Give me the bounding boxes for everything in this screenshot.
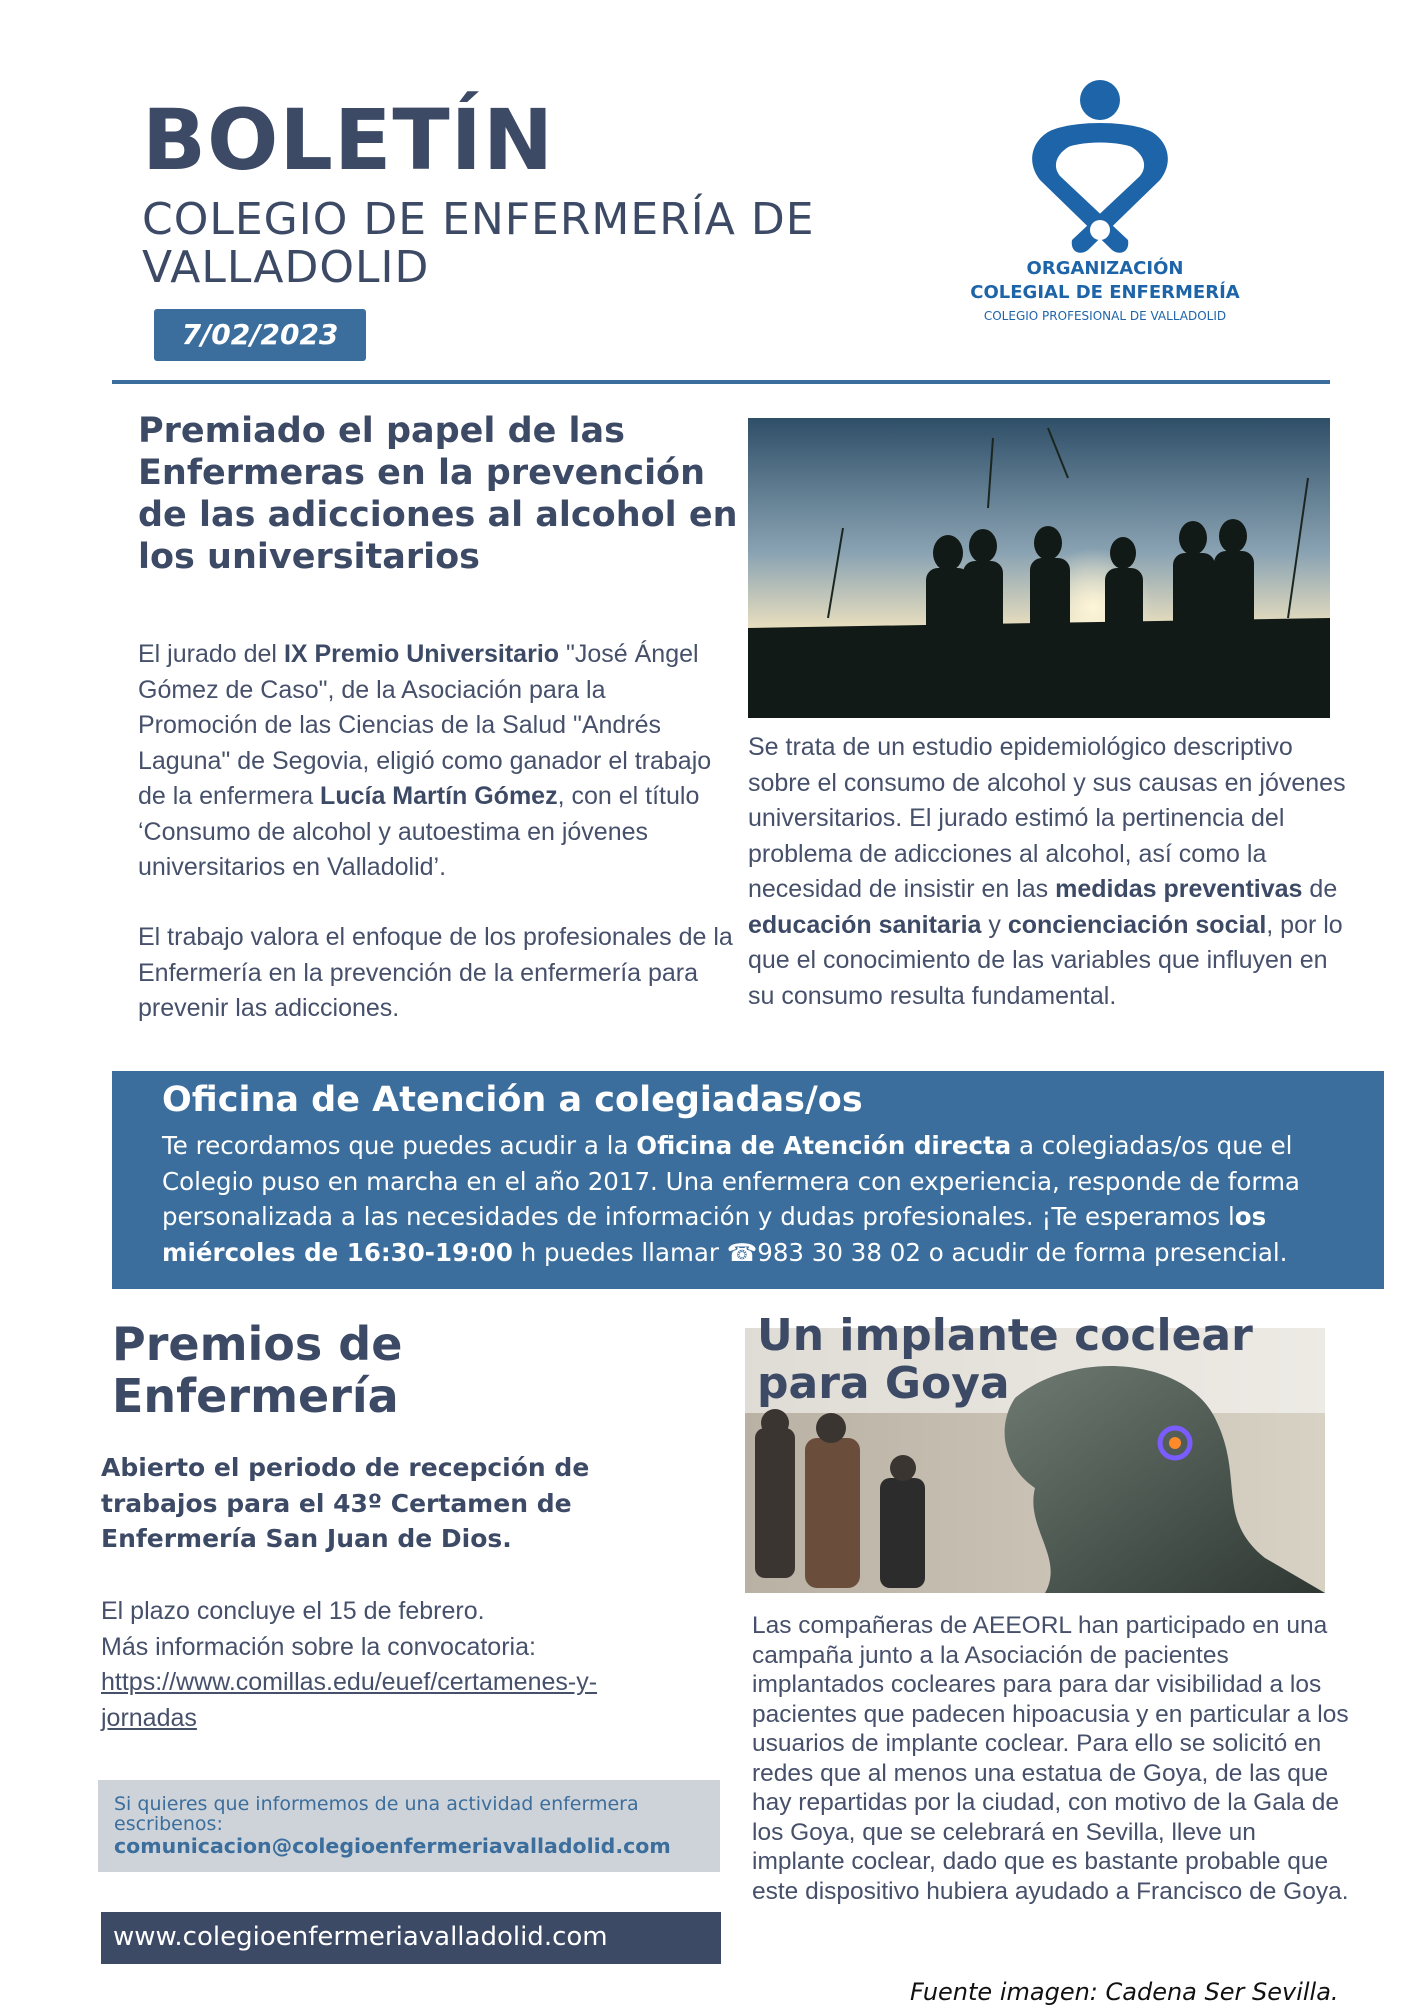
text-run: "José Ángel Gómez de Caso", de la Asociación para la Promoción de las Ciencias de la Salud "Andrés Laguna" de Segovia, eligió como ganador el trabajo de la enfermera <box>138 640 712 810</box>
awards-more-info: Más información sobre la convocatoria: <box>101 1633 536 1661</box>
header-divider <box>112 380 1330 384</box>
text-run: de <box>1302 875 1338 903</box>
implant-article-text: Las compañeras de AEEORL han participado en una campaña junto a la Asociación de pacientes implantados cocleares para para dar visibilidad a los pacientes que padecen hipoacusia y en particular a los usuarios de implante coclear. Para ello se solicitó en redes que al menos una estatua de Goya, de las que hay repartidas por la ciudad, con motivo de la Gala de los Goya, que se celebrará en Sevilla, lleve un implante coclear, dado que es bastante probable que este dispositivo hubiera ayudado a Francisco de Goya. <box>752 1612 1349 1905</box>
logo-figure-icon <box>960 80 1250 255</box>
image-source-credit: Fuente imagen: Cadena Ser Sevilla. <box>910 1978 1339 2006</box>
awards-title <box>112 1318 402 1422</box>
awards-deadline: El plazo concluye el 15 de febrero. <box>101 1597 485 1625</box>
text-run: Se trata de un estudio epidemiológico descriptivo sobre el consumo de alcohol y sus causas en jóvenes universitarios. El jurado estimó la pertinencia del problema de adicciones al alcohol, así como la necesidad de insistir en las <box>748 733 1346 903</box>
date-badge: 7/02/2023 <box>154 309 366 361</box>
contact-text: Si quieres que informemos de una actividad enfermera escribenos: <box>114 1793 639 1835</box>
awards-title-line: Enfermería <box>112 1369 399 1423</box>
website-bar <box>101 1912 721 1964</box>
text-run: Te recordamos que puedes acudir a la <box>162 1131 637 1160</box>
highlight-text: medidas preventivas <box>1055 875 1303 903</box>
office-hours: os miércoles de 16:30-19:00 <box>162 1202 1267 1267</box>
winner-name: Lucía Martín Gómez <box>320 782 558 810</box>
article-title: Premiado el papel de las Enfermeras en la prevención de las adicciones al alcohol en los universitarios <box>138 411 738 577</box>
newsletter-subtitle: COLEGIO DE ENFERMERÍA DE VALLADOLID <box>142 194 815 293</box>
highlight-text: concienciación social <box>1007 910 1267 939</box>
office-name: Oficina de Atención directa <box>636 1131 1012 1160</box>
article-paragraph <box>138 637 728 886</box>
website-link[interactable]: www.colegioenfermeriavalladolid.com <box>113 1922 608 1952</box>
newsletter-title: BOLETÍN <box>142 91 555 189</box>
text-run: y <box>981 910 1008 939</box>
implant-article-title: Un implante coclear para Goya <box>757 1310 1253 1409</box>
highlight-text: educación sanitaria <box>748 910 982 939</box>
text-run: h puedes llamar ☎983 30 38 02 o acudir de forma presencial. <box>512 1237 1288 1267</box>
article-paragraph <box>748 730 1348 1014</box>
organization-logo <box>960 80 1250 330</box>
text-run: El jurado del <box>138 640 284 668</box>
text-run: , con el título ‘Consumo de alcohol y autoestima en jóvenes universitarios en Valladolid’. <box>138 782 700 881</box>
contact-email-link[interactable]: comunicacion@colegioenfermeriavalladolid.com <box>114 1834 671 1858</box>
office-text <box>162 1128 1372 1270</box>
students-silhouette-photo <box>748 418 1330 718</box>
logo-text-line3: COLEGIO PROFESIONAL DE VALLADOLID <box>983 309 1227 323</box>
awards-link[interactable]: https://www.comillas.edu/euef/certamenes-y-jornadas <box>101 1668 598 1732</box>
contact-box <box>98 1780 720 1872</box>
text-run: a colegiadas/os que el Colegio puso en marcha en el año 2017. Una enfermera con experiencia, responde de forma personalizada a las necesidades de información y dudas profesionales. ¡Te esperamos l <box>162 1131 1300 1231</box>
awards-title-line: Premios de <box>112 1317 403 1371</box>
award-name: IX Premio Universitario <box>283 640 560 668</box>
logo-text-line1: ORGANIZACIÓN <box>1026 258 1184 279</box>
awards-lead: Abierto el periodo de recepción de trabajos para el 43º Certamen de Enfermería San Juan de Dios. <box>101 1453 590 1553</box>
logo-text-line2: COLEGIAL DE ENFERMERÍA <box>970 282 1240 303</box>
article-paragraph: El trabajo valora el enfoque de los profesionales de la Enfermería en la prevención de la enfermería para prevenir las adicciones. <box>138 923 733 1022</box>
text-run: , por lo que el conocimiento de las variables que influyen en su consumo resulta fundamental. <box>748 910 1343 1010</box>
office-title: Oficina de Atención a colegiadas/os <box>162 1080 863 1120</box>
